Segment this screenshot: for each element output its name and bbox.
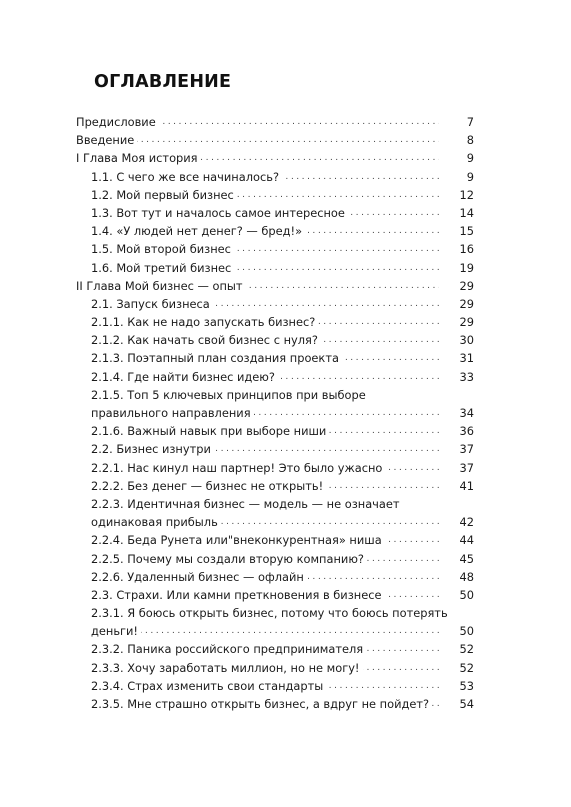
toc-entry-label: Предисловие [76,113,159,131]
toc-entry-label: 2.2.6. Удаленный бизнес — офлайн [91,568,307,586]
toc-page-number: 44 [459,533,474,548]
toc-page-number: 9 [466,169,474,184]
toc-entry-label: 1.1. С чего же все начиналось? [91,168,282,186]
toc-page-number: 15 [459,224,474,239]
toc-entry[interactable] [76,568,474,586]
toc-entry[interactable] [76,586,474,604]
toc-page-number: 50 [459,587,474,602]
toc-entry[interactable] [76,113,474,131]
toc-entry[interactable] [76,368,474,386]
toc-entry[interactable] [76,677,474,695]
toc-page-number: 9 [466,151,474,166]
toc-entry[interactable] [76,331,474,349]
toc-entry-label-continuation: деньги! [91,622,141,640]
toc-page-number: 53 [459,678,474,693]
toc-entry-label: 2.1.2. Как начать свой бизнес с нуля? [91,331,321,349]
page-title: ОГЛАВЛЕНИЕ [94,72,232,92]
toc-page-number: 29 [459,315,474,330]
toc-entry[interactable] [76,477,474,495]
toc-entry-label: 2.2.1. Нас кинул наш партнер! Это было ужасно [91,459,385,477]
toc-entry-label: 1.2. Мой первый бизнес [91,186,237,204]
toc-page-number: 16 [459,242,474,257]
toc-page-number: 8 [466,133,474,148]
toc-entry[interactable] [76,259,474,277]
toc-entry-label: 2.3.3. Хочу заработать миллион, но не могу! [91,659,363,677]
toc-entry-label: 2.3.1. Я боюсь открыть бизнес, потому что боюсь потерять [91,604,451,622]
toc-entry[interactable] [76,531,474,549]
toc-page-number: 29 [459,296,474,311]
toc-entry[interactable] [76,513,474,531]
toc-page-number: 7 [466,115,474,129]
dot-leader [91,622,439,640]
toc-page-number: 41 [459,478,474,493]
toc-page-number: 31 [459,351,474,366]
toc-page-number: 36 [459,424,474,439]
toc-entry[interactable] [76,313,474,331]
toc-entry-label: 1.4. «У людей нет денег? — бред!» [91,222,305,240]
toc-entry-label: 2.1. Запуск бизнеса [91,295,213,313]
toc-entry-label: 2.3.4. Страх изменить свои стандарты [91,677,326,695]
toc-page-number: 52 [459,660,474,675]
toc-entry-label: 2.2. Бизнес изнутри [91,440,214,458]
toc-entry-label: I Глава Моя история [76,149,201,167]
toc-page-number: 37 [459,442,474,457]
toc-entry-label: 2.1.6. Важный навык при выборе ниши [91,422,329,440]
toc-entry-label: 2.3.2. Паника российского предпринимателя [91,640,366,658]
toc-entry[interactable] [76,240,474,258]
toc-entry[interactable] [76,149,474,167]
toc-entry[interactable] [76,659,474,677]
toc-entry-label: 2.3.5. Мне страшно открыть бизнес, а вдруг не пойдет? [91,695,432,713]
toc-entry-label: 1.5. Мой второй бизнес [91,240,234,258]
toc-entry[interactable] [76,295,474,313]
toc-entry-label: 1.6. Мой третий бизнес [91,259,234,277]
toc-entry-label: 2.1.3. Поэтапный план создания проекта [91,349,342,367]
toc-page-number: 45 [459,551,474,566]
toc-entry-label: 2.2.4. Беда Рунета или"внеконкурентная» ниша [91,531,385,549]
toc-page-number: 54 [459,697,474,711]
toc-entry[interactable] [76,404,474,422]
toc-page-number: 52 [459,642,474,657]
toc-entry-label: 2.1.4. Где найти бизнес идею? [91,368,278,386]
toc-entry[interactable] [76,168,474,186]
toc-entry[interactable] [76,131,474,149]
toc-entry[interactable] [76,550,474,568]
toc-entry-label: 2.1.1. Как не надо запускать бизнес? [91,313,318,331]
toc-entry-label-continuation: правильного направления [91,404,254,422]
toc-entry[interactable] [76,186,474,204]
toc-page-number: 14 [459,205,474,220]
toc-entry[interactable] [76,622,474,640]
toc-page-number: 33 [459,369,474,384]
toc-entry[interactable] [76,440,474,458]
toc-entry[interactable] [76,222,474,240]
toc-entry[interactable] [76,422,474,440]
toc-entry-label: 1.3. Вот тут и началось самое интересное [91,204,348,222]
toc-page-number: 12 [459,187,474,202]
toc-entry-line [76,386,474,404]
toc-entry-line [76,495,474,513]
toc-page-number: 30 [459,333,474,348]
toc-page-number: 29 [459,278,474,293]
toc-page-number: 37 [459,460,474,475]
toc-page-number: 50 [459,624,474,639]
toc-entry-line [76,604,474,622]
toc-entry-label: 2.2.2. Без денег — бизнес не открыть! [91,477,326,495]
toc-entry-label: 2.3. Страхи. Или камни преткновения в бизнесе [91,586,385,604]
toc-entry[interactable] [76,640,474,658]
toc-entry[interactable] [76,349,474,367]
table-of-contents [76,113,474,713]
toc-page-number: 34 [459,406,474,420]
toc-entry[interactable] [76,459,474,477]
toc-entry[interactable] [76,277,474,295]
toc-entry-label-continuation: одинаковая прибыль [91,513,221,531]
toc-entry-label: 2.1.5. Топ 5 ключевых принципов при выборе [91,386,369,404]
toc-page-number: 19 [459,260,474,275]
toc-page-number: 48 [459,569,474,584]
toc-page-number: 42 [459,515,474,530]
toc-entry-label: 2.2.5. Почему мы создали вторую компанию? [91,550,367,568]
toc-entry-label: 2.2.3. Идентичная бизнес — модель — не означает [91,495,403,513]
toc-entry-label: II Глава Мой бизнес — опыт [76,277,246,295]
toc-entry[interactable] [76,695,474,713]
toc-entry-label: Введение [76,131,137,149]
toc-entry[interactable] [76,204,474,222]
